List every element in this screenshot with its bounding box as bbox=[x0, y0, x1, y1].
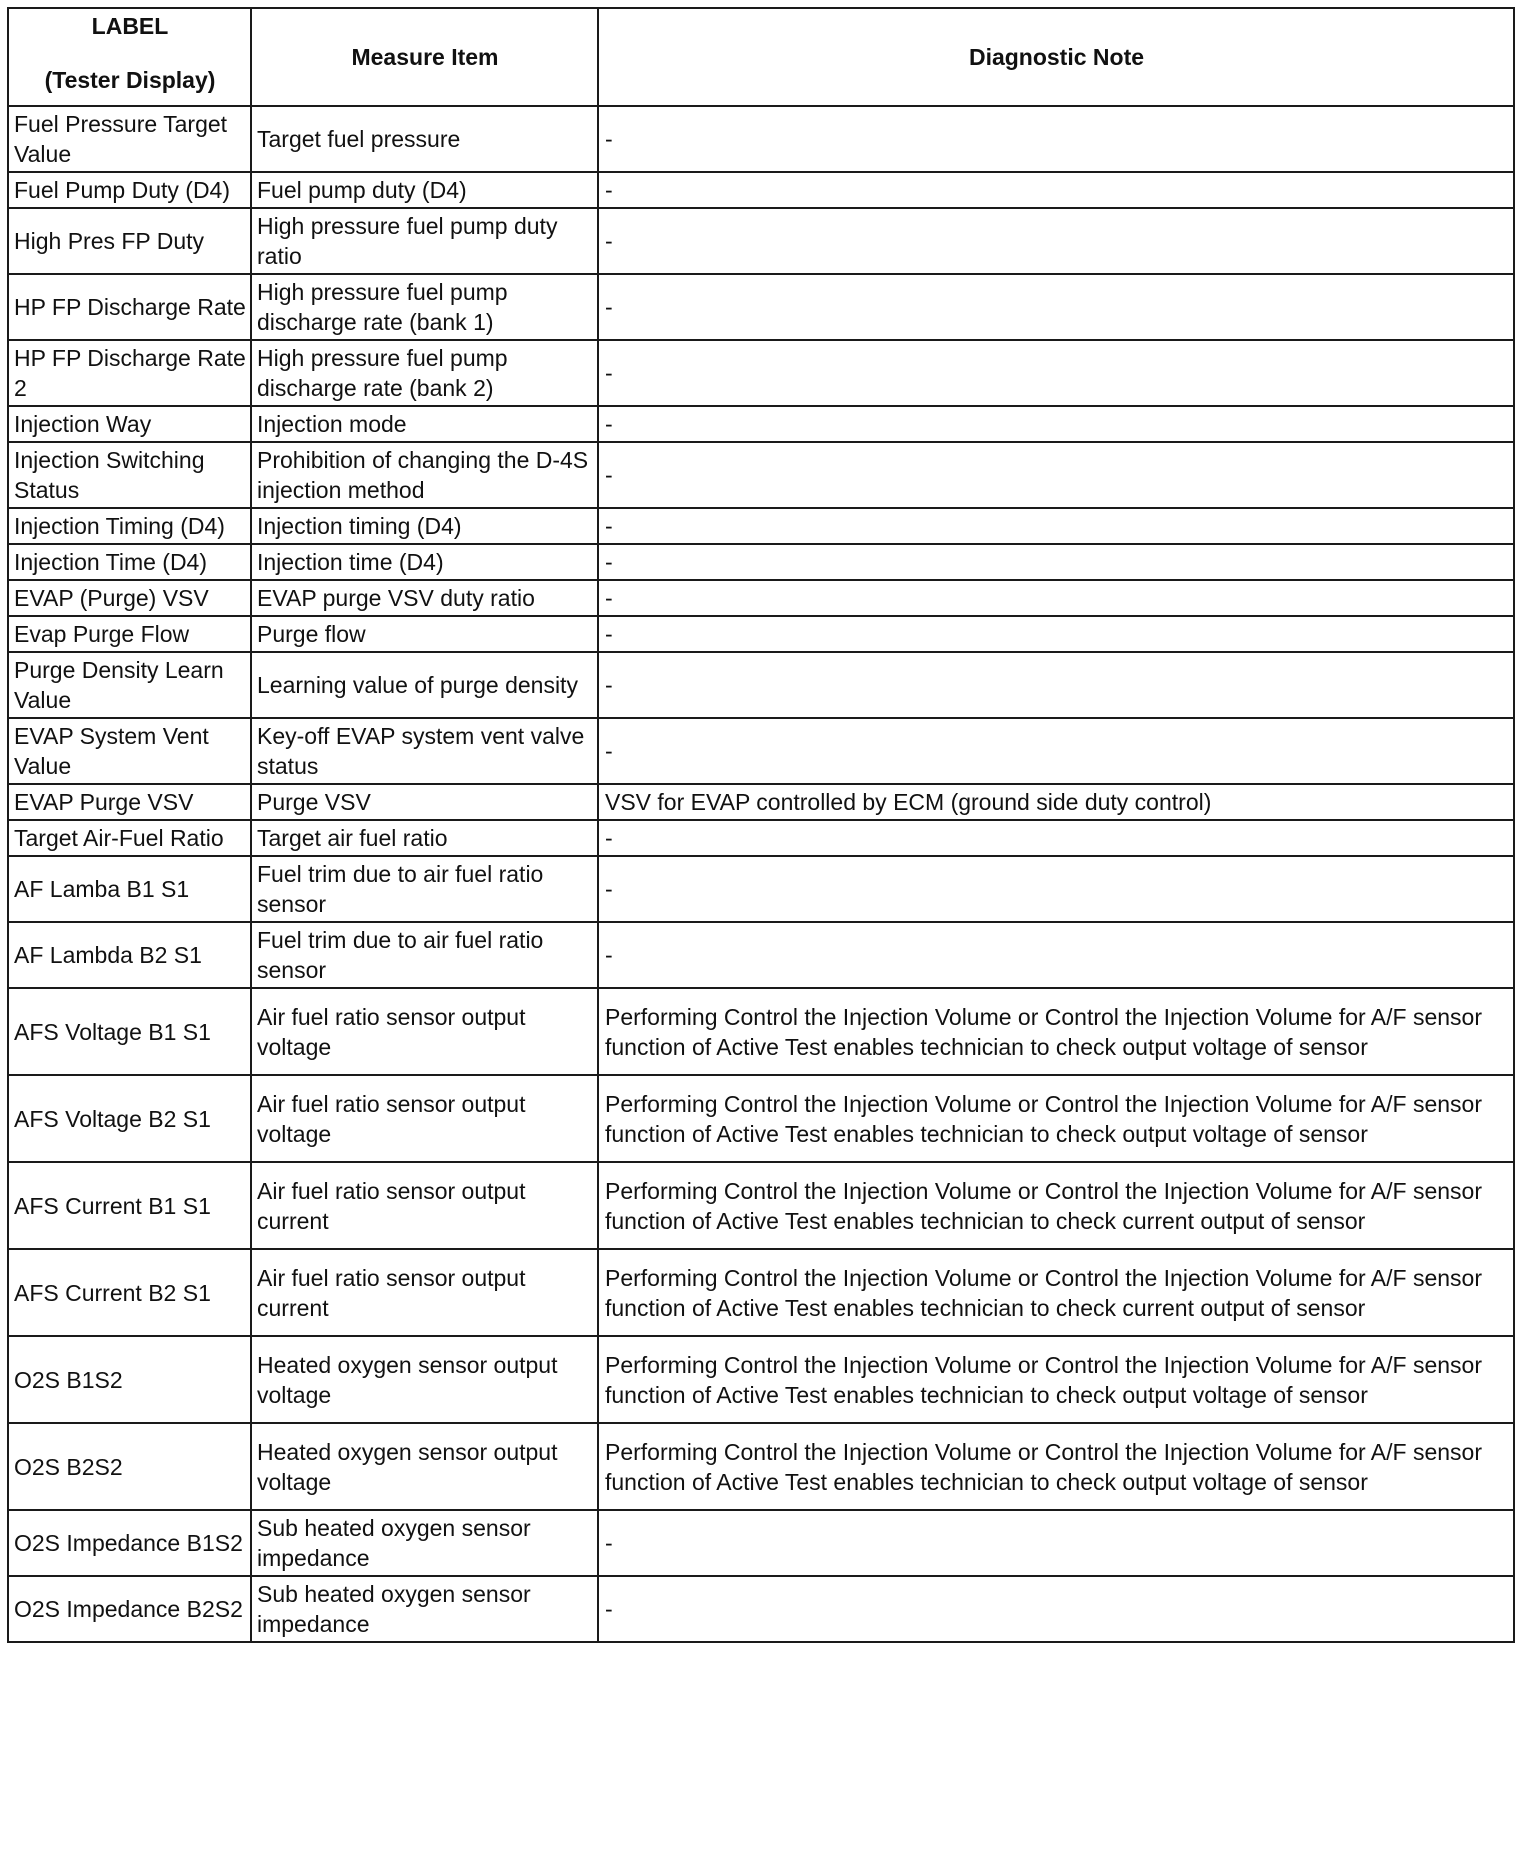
table-row bbox=[8, 988, 1514, 1075]
label-cell: HP FP Discharge Rate 2 bbox=[8, 340, 251, 406]
diagnostic-note-cell: - bbox=[598, 544, 1514, 580]
measure-item-cell: Target fuel pressure bbox=[251, 106, 598, 172]
data-list-sheet bbox=[7, 7, 1513, 1643]
table-row bbox=[8, 1336, 1514, 1423]
label-cell: AFS Current B2 S1 bbox=[8, 1249, 251, 1336]
diagnostic-note-cell: - bbox=[598, 616, 1514, 652]
label-cell: O2S Impedance B2S2 bbox=[8, 1576, 251, 1642]
diagnostic-note-cell: Performing Control the Injection Volume or Control the Injection Volume for A/F sensor function of Active Test enables technician to check output voltage of sensor bbox=[598, 1075, 1514, 1162]
diagnostic-note-cell: - bbox=[598, 340, 1514, 406]
diagnostic-note-cell: Performing Control the Injection Volume or Control the Injection Volume for A/F sensor function of Active Test enables technician to check output voltage of sensor bbox=[598, 1423, 1514, 1510]
diagnostic-note-cell: - bbox=[598, 208, 1514, 274]
diagnostic-note-cell: - bbox=[598, 1510, 1514, 1576]
table-row bbox=[8, 1423, 1514, 1510]
label-cell: AFS Voltage B1 S1 bbox=[8, 988, 251, 1075]
header-measure-item: Measure Item bbox=[251, 8, 598, 106]
diagnostic-note-cell: - bbox=[598, 820, 1514, 856]
data-list-table bbox=[7, 7, 1515, 1643]
label-cell: Fuel Pump Duty (D4) bbox=[8, 172, 251, 208]
label-cell: Fuel Pressure Target Value bbox=[8, 106, 251, 172]
label-cell: EVAP (Purge) VSV bbox=[8, 580, 251, 616]
measure-item-cell: EVAP purge VSV duty ratio bbox=[251, 580, 598, 616]
diagnostic-note-cell: - bbox=[598, 106, 1514, 172]
measure-item-cell: High pressure fuel pump duty ratio bbox=[251, 208, 598, 274]
table-row bbox=[8, 820, 1514, 856]
measure-item-cell: Target air fuel ratio bbox=[251, 820, 598, 856]
measure-item-cell: Fuel trim due to air fuel ratio sensor bbox=[251, 922, 598, 988]
label-cell: Injection Timing (D4) bbox=[8, 508, 251, 544]
diagnostic-note-cell: - bbox=[598, 652, 1514, 718]
table-row bbox=[8, 1162, 1514, 1249]
label-cell: Target Air-Fuel Ratio bbox=[8, 820, 251, 856]
table-row bbox=[8, 1249, 1514, 1336]
measure-item-cell: Sub heated oxygen sensor impedance bbox=[251, 1510, 598, 1576]
measure-item-cell: Prohibition of changing the D-4S injection method bbox=[251, 442, 598, 508]
header-row bbox=[8, 8, 1514, 106]
label-cell: O2S B1S2 bbox=[8, 1336, 251, 1423]
label-cell: Purge Density Learn Value bbox=[8, 652, 251, 718]
diagnostic-note-cell: - bbox=[598, 1576, 1514, 1642]
measure-item-cell: Air fuel ratio sensor output voltage bbox=[251, 988, 598, 1075]
measure-item-cell: Sub heated oxygen sensor impedance bbox=[251, 1576, 598, 1642]
table-row bbox=[8, 1510, 1514, 1576]
measure-item-cell: Air fuel ratio sensor output current bbox=[251, 1249, 598, 1336]
table-row bbox=[8, 1576, 1514, 1642]
label-cell: AF Lambda B2 S1 bbox=[8, 922, 251, 988]
table-row bbox=[8, 172, 1514, 208]
label-cell: AFS Current B1 S1 bbox=[8, 1162, 251, 1249]
table-row bbox=[8, 544, 1514, 580]
diagnostic-note-cell: Performing Control the Injection Volume or Control the Injection Volume for A/F sensor function of Active Test enables technician to check current output of sensor bbox=[598, 1162, 1514, 1249]
measure-item-cell: Learning value of purge density bbox=[251, 652, 598, 718]
table-row bbox=[8, 1075, 1514, 1162]
measure-item-cell: Heated oxygen sensor output voltage bbox=[251, 1336, 598, 1423]
table-row bbox=[8, 106, 1514, 172]
label-cell: EVAP System Vent Value bbox=[8, 718, 251, 784]
table-row bbox=[8, 508, 1514, 544]
header-label-line2: (Tester Display) bbox=[44, 67, 216, 93]
table-row bbox=[8, 208, 1514, 274]
table-row bbox=[8, 406, 1514, 442]
measure-item-cell: Injection mode bbox=[251, 406, 598, 442]
label-cell: AF Lamba B1 S1 bbox=[8, 856, 251, 922]
label-cell: Injection Time (D4) bbox=[8, 544, 251, 580]
table-row bbox=[8, 274, 1514, 340]
diagnostic-note-cell: VSV for EVAP controlled by ECM (ground side duty control) bbox=[598, 784, 1514, 820]
measure-item-cell: Purge flow bbox=[251, 616, 598, 652]
measure-item-cell: High pressure fuel pump discharge rate (bank 2) bbox=[251, 340, 598, 406]
measure-item-cell: Injection timing (D4) bbox=[251, 508, 598, 544]
measure-item-cell: Injection time (D4) bbox=[251, 544, 598, 580]
diagnostic-note-cell: Performing Control the Injection Volume or Control the Injection Volume for A/F sensor function of Active Test enables technician to check current output of sensor bbox=[598, 1249, 1514, 1336]
header-diagnostic-note: Diagnostic Note bbox=[598, 8, 1514, 106]
diagnostic-note-cell: - bbox=[598, 172, 1514, 208]
label-cell: Evap Purge Flow bbox=[8, 616, 251, 652]
diagnostic-note-cell: - bbox=[598, 580, 1514, 616]
measure-item-cell: Purge VSV bbox=[251, 784, 598, 820]
diagnostic-note-cell: - bbox=[598, 508, 1514, 544]
header-label-line1: LABEL bbox=[91, 13, 169, 39]
diagnostic-note-cell: - bbox=[598, 856, 1514, 922]
diagnostic-note-cell: - bbox=[598, 442, 1514, 508]
table-row bbox=[8, 856, 1514, 922]
table-row bbox=[8, 718, 1514, 784]
diagnostic-note-cell: Performing Control the Injection Volume or Control the Injection Volume for A/F sensor function of Active Test enables technician to check output voltage of sensor bbox=[598, 988, 1514, 1075]
label-cell: Injection Switching Status bbox=[8, 442, 251, 508]
measure-item-cell: Fuel trim due to air fuel ratio sensor bbox=[251, 856, 598, 922]
table-row bbox=[8, 616, 1514, 652]
diagnostic-note-cell: - bbox=[598, 274, 1514, 340]
header-label bbox=[8, 8, 251, 106]
measure-item-cell: Heated oxygen sensor output voltage bbox=[251, 1423, 598, 1510]
table-row bbox=[8, 442, 1514, 508]
diagnostic-note-cell: - bbox=[598, 406, 1514, 442]
measure-item-cell: Air fuel ratio sensor output voltage bbox=[251, 1075, 598, 1162]
measure-item-cell: Air fuel ratio sensor output current bbox=[251, 1162, 598, 1249]
table-row bbox=[8, 922, 1514, 988]
table-row bbox=[8, 652, 1514, 718]
table-row bbox=[8, 784, 1514, 820]
measure-item-cell: High pressure fuel pump discharge rate (bank 1) bbox=[251, 274, 598, 340]
label-cell: HP FP Discharge Rate bbox=[8, 274, 251, 340]
diagnostic-note-cell: - bbox=[598, 922, 1514, 988]
label-cell: EVAP Purge VSV bbox=[8, 784, 251, 820]
measure-item-cell: Fuel pump duty (D4) bbox=[251, 172, 598, 208]
label-cell: Injection Way bbox=[8, 406, 251, 442]
label-cell: AFS Voltage B2 S1 bbox=[8, 1075, 251, 1162]
label-cell: O2S Impedance B1S2 bbox=[8, 1510, 251, 1576]
diagnostic-note-cell: - bbox=[598, 718, 1514, 784]
label-cell: High Pres FP Duty bbox=[8, 208, 251, 274]
table-row bbox=[8, 340, 1514, 406]
label-cell: O2S B2S2 bbox=[8, 1423, 251, 1510]
measure-item-cell: Key-off EVAP system vent valve status bbox=[251, 718, 598, 784]
table-row bbox=[8, 580, 1514, 616]
diagnostic-note-cell: Performing Control the Injection Volume or Control the Injection Volume for A/F sensor function of Active Test enables technician to check output voltage of sensor bbox=[598, 1336, 1514, 1423]
